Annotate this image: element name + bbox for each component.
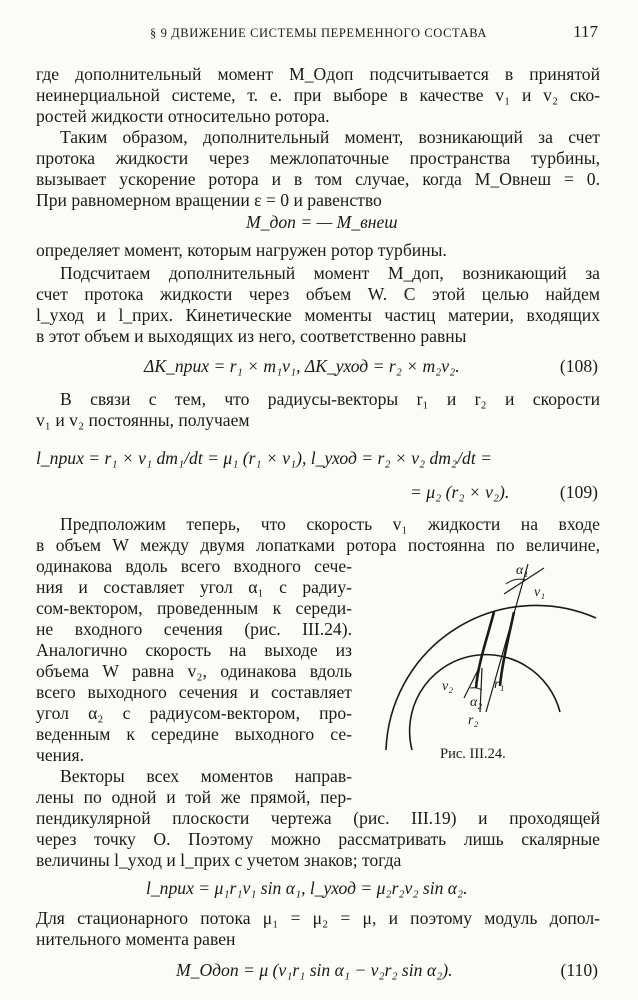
text-line: Векторы всех моментов направ-: [60, 766, 352, 786]
text-line: протока жидкости через межлопаточные пространства турбины,: [36, 148, 600, 168]
text-line: угол α₂ с радиусом-вектором, про-: [36, 703, 352, 723]
label-alpha1: α₁: [516, 563, 529, 578]
page-number: 117: [573, 22, 598, 41]
figure-caption: Рис. III.24.: [440, 746, 506, 762]
blade-2: [500, 612, 514, 686]
equation-108: ΔK_прих = r₁ × m₁v₁, ΔK_уход = r₂ × m₂v₂.: [144, 356, 460, 376]
text-line: лены по одной и той же прямой, пер-: [36, 787, 352, 807]
section-title: § 9 ДВИЖЕНИЕ СИСТЕМЫ ПЕРЕМЕННОГО СОСТАВА: [150, 26, 488, 40]
running-header: [0, 22, 638, 46]
text-line: Предположим теперь, что скорость v₁ жидкости на входе: [60, 514, 600, 534]
text-line: одинакова вдоль всего входного сече-: [36, 556, 352, 576]
text-line: ния и составляет угол α₁ с радиу-: [36, 577, 352, 597]
text-line: счет протока жидкости через объем W. С этой целью найдем: [36, 284, 600, 304]
label-r1: r₁: [494, 677, 505, 692]
text-line: веденным к середине выходного се-: [36, 724, 352, 744]
radius-vector-r1: [486, 564, 528, 712]
text-line: ростей жидкости относительно ротора.: [36, 106, 330, 126]
equation-number: (110): [560, 960, 598, 980]
text-line: сом-вектором, проведенным к середи-: [36, 598, 352, 618]
equation-number: (109): [559, 482, 598, 502]
figure-iii-24: [368, 560, 600, 750]
equation-number: (108): [559, 356, 598, 376]
text-line: через точку O. Поэтому можно рассматривать лишь скалярные: [36, 829, 600, 849]
text-line: При равномерном вращении ε = 0 и равенство: [36, 190, 382, 210]
equation-scalar-moments: l_прих = μ₁r₁v₁ sin α₁, l_уход = μ₂r₂v₂ sin α₂.: [146, 878, 468, 898]
text-line: где дополнительный момент M_Oдоп подсчитывается в принятой: [36, 64, 600, 84]
inner-rotor-arc: [410, 655, 560, 750]
equation-110: M_Oдоп = μ (v₁r₁ sin α₁ − v₂r₂ sin α₂).: [176, 960, 453, 980]
text-line: объема W равна v₂, одинакова вдоль: [36, 661, 352, 681]
text-line: нительного момента равен: [36, 929, 236, 949]
text-line: Для стационарного потока μ₁ = μ₂ = μ, и поэтому модуль допол-: [36, 908, 600, 928]
text-line: не входного сечения (рис. III.24).: [36, 619, 352, 639]
label-alpha2: α₂: [470, 695, 483, 710]
label-r2: r₂: [468, 713, 479, 728]
text-line: в объем W между двумя лопатками ротора постоянна по величине,: [36, 535, 600, 555]
text-line: вызывает ускорение ротора и в том случае, когда M_Oвнеш = 0.: [36, 169, 600, 189]
text-line: неинерциальной системе, т. е. при выборе в качестве v₁ и v₂ ско-: [36, 85, 600, 105]
equation-m-dop: M_доп = — M_внеш: [246, 212, 398, 232]
text-line: в этот объем и выходящих из него, соответственно равны: [36, 326, 467, 346]
text-line: l_уход и l_прих. Кинетические моменты частиц материи, входящих: [36, 305, 600, 325]
angle-alpha2-arc: [470, 688, 482, 690]
text-line: чения.: [36, 745, 84, 765]
text-line: Подсчитаем дополнительный момент M_доп, возникающий за: [60, 263, 600, 283]
text-line: определяет момент, которым нагружен ротор турбины.: [36, 240, 447, 260]
equation-109-line1: l_прих = r₁ × v₁ dm₁/dt = μ₁ (r₁ × v₁), l_уход = r₂ × v₂ dm₂/dt =: [36, 448, 492, 468]
text-line: пендикулярной плоскости чертежа (рис. III.19) и проходящей: [36, 808, 600, 828]
text-line: всего выходного сечения и составляет: [36, 682, 352, 702]
text-line: В связи с тем, что радиусы-векторы r₁ и r₂ и скорости: [60, 389, 600, 409]
text-line: Аналогично скорость на выходе из: [36, 640, 352, 660]
equation-109-line2: = μ₂ (r₂ × v₂).: [410, 482, 510, 502]
label-v2: v₂: [442, 679, 454, 694]
blade-1: [476, 612, 494, 688]
text-line: v₁ и v₂ постоянны, получаем: [36, 410, 250, 430]
label-v1: v₁: [534, 585, 546, 600]
text-line: Таким образом, дополнительный момент, возникающий за счет: [60, 127, 600, 147]
text-line: величины l_уход и l_прих с учетом знаков; тогда: [36, 850, 402, 870]
